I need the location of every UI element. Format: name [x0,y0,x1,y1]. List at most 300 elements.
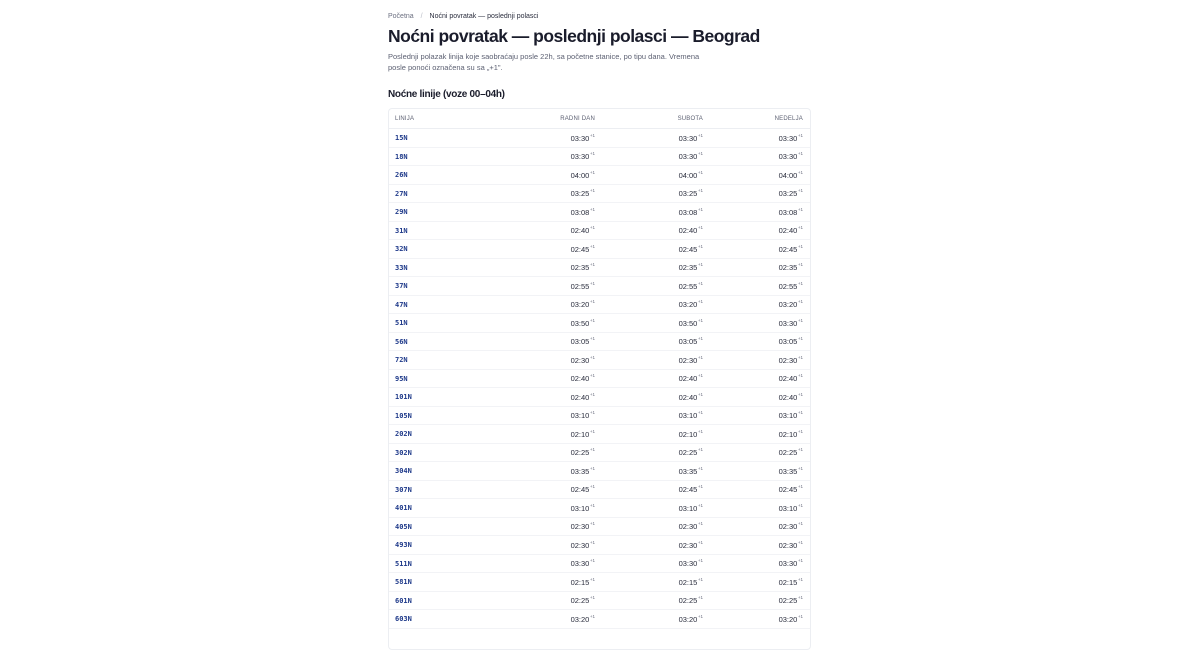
cell-line [389,443,495,462]
next-day-marker: +1 [697,188,703,194]
cell-sunday [703,221,810,240]
table-row [389,573,810,592]
next-day-marker: +1 [589,243,595,249]
cell-line [389,147,495,166]
line-number-link[interactable]: 56N [395,337,408,346]
next-day-marker: +1 [797,225,803,231]
cell-line [389,258,495,277]
cell-sunday [703,184,810,203]
line-number-link[interactable]: 202N [395,430,412,439]
cell-saturday [595,425,703,444]
cell-line [389,351,495,370]
cell-weekday [495,203,595,222]
departure-time: 03:25 [678,189,698,199]
next-day-marker: +1 [589,465,595,471]
next-day-marker: +1 [797,317,803,323]
line-number-link[interactable]: 47N [395,300,408,309]
table-row [389,277,810,296]
next-day-marker: +1 [797,262,803,268]
next-day-marker: +1 [797,558,803,564]
cell-sunday [703,610,810,629]
cell-line [389,536,495,555]
table-row [389,462,810,481]
departure-time: 02:15 [570,577,590,587]
cell-weekday [495,462,595,481]
line-number-link[interactable]: 105N [395,411,412,420]
cell-sunday [703,536,810,555]
departure-time: 02:30 [778,540,798,550]
departure-time: 02:10 [778,429,798,439]
table-row [389,147,810,166]
table-row [389,351,810,370]
departure-time: 03:35 [778,466,798,476]
cell-saturday [595,203,703,222]
cell-line [389,554,495,573]
cell-saturday [595,240,703,259]
table-row [389,610,810,629]
departure-time: 03:30 [678,152,698,162]
cell-weekday [495,610,595,629]
line-number-link[interactable]: 511N [395,559,412,568]
cell-sunday [703,443,810,462]
cell-weekday [495,388,595,407]
next-day-marker: +1 [589,484,595,490]
departure-time: 02:25 [678,448,698,458]
next-day-marker: +1 [589,188,595,194]
table-row [389,129,810,148]
table-row [389,554,810,573]
table-row [389,443,810,462]
departure-time: 03:20 [778,300,798,310]
cell-line [389,314,495,333]
next-day-marker: +1 [697,151,703,157]
next-day-marker: +1 [797,206,803,212]
next-day-marker: +1 [797,280,803,286]
next-day-marker: +1 [797,539,803,545]
night-lines-table [389,109,810,629]
departure-time: 02:25 [570,448,590,458]
cell-saturday [595,351,703,370]
next-day-marker: +1 [697,595,703,601]
page-lead: Poslednji polazak linija koje saobraćaju posle 22h, sa početne stanice, po tipu dana. Vremena posle ponoći označena su sa „+1". [388,52,700,72]
cell-weekday [495,147,595,166]
cell-sunday [703,258,810,277]
next-day-marker: +1 [697,465,703,471]
departure-time: 02:45 [778,485,798,495]
next-day-marker: +1 [589,151,595,157]
cell-line [389,462,495,481]
cell-sunday [703,425,810,444]
cell-sunday [703,480,810,499]
column-header-sunday: NEDELJA [703,109,810,129]
cell-weekday [495,517,595,536]
table-row [389,480,810,499]
line-number-link[interactable]: 101N [395,393,412,402]
cell-weekday [495,221,595,240]
departure-time: 02:30 [678,355,698,365]
departure-time: 03:20 [778,614,798,624]
next-day-marker: +1 [697,354,703,360]
next-day-marker: +1 [589,428,595,434]
cell-weekday [495,184,595,203]
cell-saturday [595,462,703,481]
next-day-marker: +1 [797,595,803,601]
departure-time: 02:40 [778,226,798,236]
table-row [389,258,810,277]
cell-weekday [495,499,595,518]
table-row [389,166,810,185]
departure-time: 03:30 [778,318,798,328]
departure-time: 02:40 [570,374,590,384]
next-day-marker: +1 [589,206,595,212]
cell-sunday [703,351,810,370]
cell-weekday [495,351,595,370]
cell-sunday [703,462,810,481]
next-day-marker: +1 [797,299,803,305]
cell-saturday [595,147,703,166]
next-day-marker: +1 [589,576,595,582]
line-number-link[interactable]: 401N [395,504,412,513]
next-day-marker: +1 [797,336,803,342]
line-number-link[interactable]: 51N [395,319,408,328]
cell-saturday [595,388,703,407]
departure-time: 02:40 [678,226,698,236]
line-number-link[interactable]: 32N [395,245,408,254]
cell-weekday [495,129,595,148]
departure-time: 02:40 [678,392,698,402]
cell-line [389,573,495,592]
departure-time: 03:08 [570,207,590,217]
cell-weekday [495,536,595,555]
next-day-marker: +1 [697,169,703,175]
cell-weekday [495,258,595,277]
table-row [389,332,810,351]
breadcrumb [388,13,539,20]
next-day-marker: +1 [697,317,703,323]
departure-time: 03:05 [678,337,698,347]
cell-line [389,517,495,536]
next-day-marker: +1 [589,613,595,619]
night-lines-table-card [388,108,811,650]
next-day-marker: +1 [589,521,595,527]
cell-line [389,221,495,240]
line-number-link[interactable]: 302N [395,448,412,457]
cell-sunday [703,332,810,351]
next-day-marker: +1 [697,336,703,342]
line-number-link[interactable]: 29N [395,208,408,217]
cell-saturday [595,314,703,333]
table-body [389,129,810,629]
departure-time: 03:08 [778,207,798,217]
section-title: Noćne linije (voze 00–04h) [388,89,505,100]
cell-sunday [703,147,810,166]
next-day-marker: +1 [797,428,803,434]
table-row [389,221,810,240]
departure-time: 02:25 [678,596,698,606]
next-day-marker: +1 [797,521,803,527]
cell-sunday [703,591,810,610]
cell-line [389,166,495,185]
departure-time: 02:45 [570,485,590,495]
departure-time: 03:30 [778,133,798,143]
line-number-link[interactable]: 95N [395,374,408,383]
cell-sunday [703,406,810,425]
departure-time: 03:08 [678,207,698,217]
next-day-marker: +1 [697,521,703,527]
next-day-marker: +1 [797,243,803,249]
departure-time: 02:40 [778,374,798,384]
departure-time: 02:40 [678,374,698,384]
line-number-link[interactable]: 72N [395,356,408,365]
cell-sunday [703,203,810,222]
table-row [389,314,810,333]
next-day-marker: +1 [697,613,703,619]
next-day-marker: +1 [697,391,703,397]
line-number-link[interactable]: 493N [395,541,412,550]
departure-time: 03:30 [778,559,798,569]
table-row [389,295,810,314]
departure-time: 02:40 [570,392,590,402]
cell-weekday [495,554,595,573]
cell-weekday [495,443,595,462]
cell-weekday [495,480,595,499]
cell-line [389,240,495,259]
next-day-marker: +1 [797,576,803,582]
departure-time: 03:35 [570,466,590,476]
next-day-marker: +1 [797,391,803,397]
cell-weekday [495,406,595,425]
cell-weekday [495,166,595,185]
table-row [389,499,810,518]
departure-time: 03:10 [570,411,590,421]
next-day-marker: +1 [697,539,703,545]
cell-sunday [703,295,810,314]
departure-time: 03:35 [678,466,698,476]
cell-sunday [703,277,810,296]
cell-line [389,591,495,610]
cell-saturday [595,184,703,203]
cell-line [389,184,495,203]
table-row [389,536,810,555]
departure-time: 03:30 [570,152,590,162]
departure-time: 03:30 [678,559,698,569]
next-day-marker: +1 [697,280,703,286]
next-day-marker: +1 [797,502,803,508]
next-day-marker: +1 [589,595,595,601]
line-number-link[interactable]: 31N [395,226,408,235]
cell-saturday [595,221,703,240]
cell-weekday [495,573,595,592]
cell-saturday [595,554,703,573]
line-number-link[interactable]: 603N [395,615,412,624]
next-day-marker: +1 [697,132,703,138]
cell-line [389,332,495,351]
table-row [389,184,810,203]
departure-time: 03:05 [778,337,798,347]
departure-time: 02:10 [678,429,698,439]
cell-line [389,406,495,425]
cell-sunday [703,388,810,407]
cell-line [389,203,495,222]
departure-time: 03:10 [778,503,798,513]
cell-weekday [495,240,595,259]
column-header-saturday: SUBOTA [595,109,703,129]
line-number-link[interactable]: 27N [395,189,408,198]
cell-saturday [595,258,703,277]
table-row [389,591,810,610]
page-title: Noćni povratak — poslednji polasci — Beograd [388,26,760,46]
breadcrumb-separator: / [420,13,423,20]
line-number-link[interactable]: 26N [395,171,408,180]
departure-time: 03:10 [778,411,798,421]
next-day-marker: +1 [697,576,703,582]
cell-sunday [703,554,810,573]
departure-time: 02:45 [678,244,698,254]
departure-time: 02:35 [570,263,590,273]
departure-time: 02:15 [778,577,798,587]
cell-line [389,129,495,148]
next-day-marker: +1 [697,373,703,379]
departure-time: 03:30 [678,133,698,143]
cell-weekday [495,277,595,296]
next-day-marker: +1 [697,447,703,453]
cell-sunday [703,517,810,536]
next-day-marker: +1 [697,410,703,416]
cell-sunday [703,499,810,518]
departure-time: 03:50 [678,318,698,328]
line-number-link[interactable]: 601N [395,596,412,605]
line-number-link[interactable]: 33N [395,263,408,272]
line-number-link[interactable]: 15N [395,134,408,143]
departure-time: 02:25 [778,596,798,606]
cell-sunday [703,314,810,333]
cell-weekday [495,369,595,388]
line-number-link[interactable]: 405N [395,522,412,531]
cell-saturday [595,277,703,296]
departure-time: 02:30 [778,355,798,365]
line-number-link[interactable]: 304N [395,467,412,476]
line-number-link[interactable]: 18N [395,152,408,161]
departure-time: 02:30 [778,522,798,532]
next-day-marker: +1 [697,299,703,305]
next-day-marker: +1 [797,613,803,619]
breadcrumb-home-link[interactable]: Početna [388,13,414,20]
departure-time: 03:25 [778,189,798,199]
departure-time: 03:30 [570,559,590,569]
table-row [389,369,810,388]
cell-line [389,610,495,629]
departure-time: 02:30 [678,540,698,550]
departure-time: 02:15 [678,577,698,587]
next-day-marker: +1 [697,502,703,508]
departure-time: 03:10 [570,503,590,513]
next-day-marker: +1 [797,169,803,175]
cell-saturday [595,499,703,518]
departure-time: 02:40 [570,226,590,236]
departure-time: 02:55 [678,281,698,291]
next-day-marker: +1 [589,132,595,138]
cell-weekday [495,425,595,444]
departure-time: 02:30 [570,540,590,550]
departure-time: 02:35 [678,263,698,273]
departure-time: 02:45 [678,485,698,495]
next-day-marker: +1 [589,391,595,397]
next-day-marker: +1 [697,558,703,564]
line-number-link[interactable]: 307N [395,485,412,494]
departure-time: 03:10 [678,503,698,513]
next-day-marker: +1 [589,225,595,231]
departure-time: 02:30 [570,355,590,365]
departure-time: 03:30 [570,133,590,143]
cell-line [389,425,495,444]
cell-line [389,388,495,407]
next-day-marker: +1 [589,447,595,453]
departure-time: 02:30 [570,522,590,532]
cell-weekday [495,591,595,610]
line-number-link[interactable]: 37N [395,282,408,291]
departure-time: 02:10 [570,429,590,439]
departure-time: 03:20 [678,614,698,624]
cell-saturday [595,332,703,351]
next-day-marker: +1 [589,502,595,508]
next-day-marker: +1 [797,465,803,471]
departure-time: 03:20 [570,614,590,624]
cell-line [389,277,495,296]
cell-sunday [703,129,810,148]
cell-line [389,480,495,499]
cell-sunday [703,240,810,259]
next-day-marker: +1 [589,280,595,286]
breadcrumb-current: Noćni povratak — poslednji polasci [429,13,539,20]
next-day-marker: +1 [589,262,595,268]
cell-line [389,499,495,518]
table-row [389,406,810,425]
next-day-marker: +1 [697,225,703,231]
next-day-marker: +1 [797,373,803,379]
table-row [389,388,810,407]
table-header-row [389,109,810,129]
next-day-marker: +1 [697,484,703,490]
next-day-marker: +1 [589,317,595,323]
departure-time: 02:35 [778,263,798,273]
column-header-line: LINIJA [389,109,495,129]
next-day-marker: +1 [797,484,803,490]
cell-line [389,369,495,388]
cell-weekday [495,295,595,314]
departure-time: 03:20 [678,300,698,310]
cell-weekday [495,314,595,333]
cell-saturday [595,517,703,536]
departure-time: 02:45 [570,244,590,254]
line-number-link[interactable]: 581N [395,578,412,587]
cell-saturday [595,573,703,592]
next-day-marker: +1 [697,206,703,212]
next-day-marker: +1 [589,558,595,564]
departure-time: 03:20 [570,300,590,310]
departure-time: 04:00 [678,170,698,180]
next-day-marker: +1 [797,410,803,416]
cell-sunday [703,166,810,185]
table-row [389,240,810,259]
next-day-marker: +1 [797,132,803,138]
cell-saturday [595,536,703,555]
departure-time: 02:25 [570,596,590,606]
table-row [389,425,810,444]
departure-time: 02:55 [778,281,798,291]
departure-time: 02:30 [678,522,698,532]
departure-time: 03:10 [678,411,698,421]
next-day-marker: +1 [589,169,595,175]
